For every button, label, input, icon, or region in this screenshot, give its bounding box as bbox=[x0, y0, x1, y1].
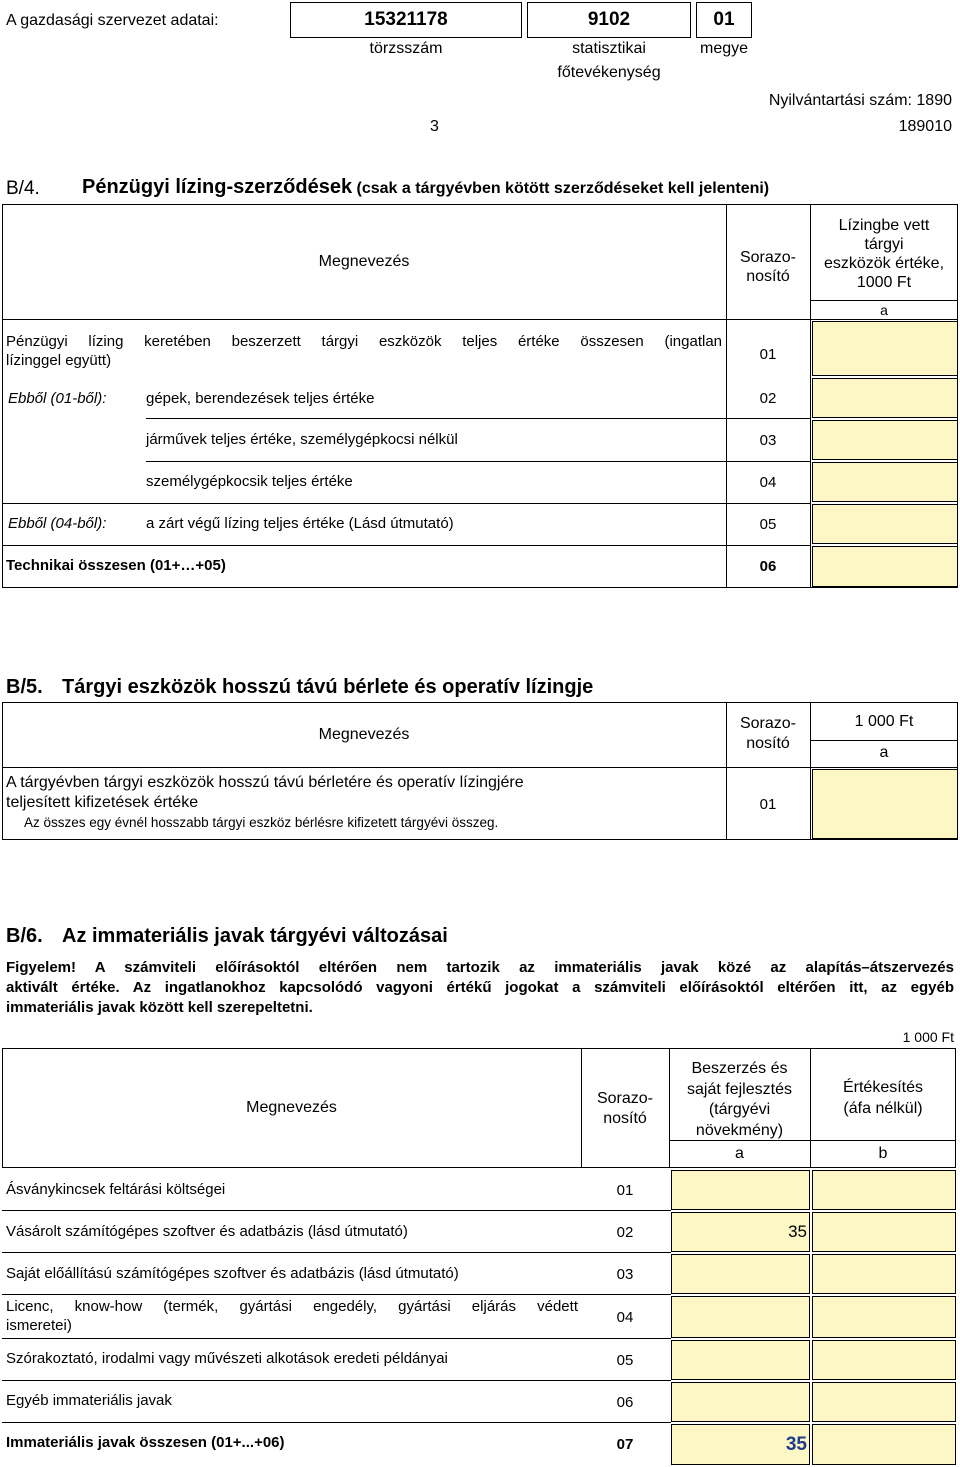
b6-row06-label: Egyéb immateriális javak bbox=[6, 1392, 172, 1409]
b6-col-sorazon-1: Sorazo- bbox=[596, 1090, 654, 1107]
megye-field[interactable]: 01 bbox=[696, 2, 752, 38]
b6-col-a-2: saját fejlesztés bbox=[687, 1080, 792, 1098]
b4-row03-value[interactable] bbox=[812, 420, 958, 460]
b6-unit: 1 000 Ft bbox=[902, 1029, 954, 1045]
b6-warning-line2: aktivált értéke. Az ingatlanokhoz kapcsolódó vagyoni értékű jogokat a számviteli előírásoktól eltérően itt, az egyéb bbox=[6, 979, 954, 996]
b6-row05-a[interactable] bbox=[671, 1340, 810, 1380]
b6-row02-label: Vásárolt számítógépes szoftver és adatbázis (lásd útmutató) bbox=[6, 1223, 408, 1240]
b4-row01-value[interactable] bbox=[812, 321, 958, 376]
b6-row07-b[interactable] bbox=[812, 1424, 956, 1465]
b6-row01-label: Ásványkincsek feltárási költségei bbox=[6, 1181, 226, 1198]
b4-row02-value[interactable] bbox=[812, 378, 958, 418]
b6-row04-label: Licenc, know-how (termék, gyártási engedély, gyártási eljárás védett bbox=[6, 1298, 578, 1315]
b6-row06-a[interactable] bbox=[671, 1382, 810, 1422]
b6-col-sorazon bbox=[581, 1089, 669, 1129]
b5-col-letter: a bbox=[879, 744, 889, 761]
b5-code: B/5. bbox=[6, 676, 43, 698]
b6-row03-code: 03 bbox=[616, 1265, 634, 1283]
b6-row07-label: Immateriális javak összesen (01+...+06) bbox=[6, 1434, 285, 1451]
b4-col-sorazon-2: nosító bbox=[746, 268, 790, 285]
torzsszam-field[interactable]: 15321178 bbox=[290, 2, 522, 38]
b4-code: B/4. bbox=[6, 178, 40, 199]
b5-row01-line2: teljesített kifizetések értéke bbox=[6, 794, 199, 811]
b4-row05-label: a zárt végű lízing teljes értéke (Lásd útmutató) bbox=[146, 515, 454, 532]
b4-col-value-4: 1000 Ft bbox=[856, 274, 912, 291]
b6-letter-b: b bbox=[878, 1145, 888, 1162]
b5-title: Tárgyi eszközök hosszú távú bérlete és operatív lízingje bbox=[62, 676, 594, 698]
b4-row05-code: 05 bbox=[759, 515, 777, 533]
b4-row04-code: 04 bbox=[759, 473, 777, 491]
b6-col-megnevezes: Megnevezés bbox=[246, 1099, 337, 1116]
b6-row03-b[interactable] bbox=[812, 1254, 956, 1294]
b4-row03-code: 03 bbox=[759, 431, 777, 449]
b6-row02-b[interactable] bbox=[812, 1212, 956, 1252]
b6-col-b bbox=[810, 1078, 956, 1119]
statisztikai-label-2: főtevékenység bbox=[557, 64, 661, 81]
b4-ebbol-2: Ebből (04-ből): bbox=[8, 515, 107, 532]
b6-row01-a[interactable] bbox=[671, 1170, 810, 1210]
b6-row01-code: 01 bbox=[616, 1181, 634, 1199]
b6-row05-label: Szórakoztató, irodalmi vagy művészeti alkotások eredeti példányai bbox=[6, 1350, 448, 1367]
b6-row05-b[interactable] bbox=[812, 1340, 956, 1380]
b5-row01-note: Az összes egy évnél hosszabb tárgyi eszköz bérlésre kifizetett tárgyévi összeg. bbox=[24, 815, 499, 830]
b4-row06-value[interactable] bbox=[812, 546, 958, 587]
form-code: 189010 bbox=[898, 118, 952, 135]
b4-row01-line1: Pénzügyi lízing keretében beszerzett tárgyi eszközök teljes értéke összesen (ingatlan bbox=[6, 333, 722, 350]
b4-title-note: (csak a tárgyévben kötött szerződéseket kell jelenteni) bbox=[356, 180, 770, 197]
b4-row06-code: 06 bbox=[759, 558, 777, 575]
b6-row06-b[interactable] bbox=[812, 1382, 956, 1422]
b4-ebbol-1: Ebből (01-ből): bbox=[8, 390, 107, 407]
b4-row01-code: 01 bbox=[759, 345, 777, 363]
b4-col-megnevezes: Megnevezés bbox=[318, 252, 410, 270]
b4-col-letter: a bbox=[880, 302, 888, 318]
b5-col-sorazon bbox=[726, 714, 810, 754]
nyilvantartasi-szam: Nyilvántartási szám: 1890 bbox=[768, 92, 952, 109]
b4-col-sorazon bbox=[726, 248, 810, 286]
b6-row03-label: Saját előállítású számítógépes szoftver és adatbázis (lásd útmutató) bbox=[6, 1265, 459, 1282]
b4-row04-value[interactable] bbox=[812, 462, 958, 502]
b6-col-b-1: Értékesítés bbox=[842, 1079, 924, 1096]
b6-row04-code: 04 bbox=[616, 1308, 634, 1326]
b5-row01-code: 01 bbox=[759, 795, 777, 813]
b4-col-value-3: eszközök értéke, bbox=[823, 255, 945, 272]
b6-col-sorazon-2: nosító bbox=[603, 1110, 647, 1127]
b6-col-a-3: (tárgyévi bbox=[708, 1101, 771, 1118]
b6-col-b-2: (áfa nélkül) bbox=[843, 1099, 923, 1117]
b5-col-sorazon-2: nosító bbox=[746, 735, 790, 752]
b5-row01-line1: A tárgyévben tárgyi eszközök hosszú távú bérletére és operatív lízingjére bbox=[6, 774, 524, 791]
b6-row05-code: 05 bbox=[616, 1351, 634, 1369]
b4-row06-label: Technikai összesen (01+…+05) bbox=[6, 557, 226, 574]
b4-row01-line2: lízinggel együtt) bbox=[6, 352, 112, 369]
b6-col-a-4: növekmény) bbox=[695, 1121, 784, 1139]
b4-title bbox=[82, 176, 769, 199]
page-number: 3 bbox=[430, 118, 439, 135]
b6-col-a-1: Beszerzés és bbox=[691, 1060, 788, 1077]
b4-row02-code: 02 bbox=[759, 389, 777, 407]
b4-row05-value[interactable] bbox=[812, 504, 958, 544]
b6-warning-label: Figyelem! bbox=[6, 959, 77, 976]
statisztikai-label-1: statisztikai bbox=[572, 40, 646, 57]
b6-warning-line3: immateriális javak között kell szerepeltetni. bbox=[6, 999, 313, 1016]
b6-row02-code: 02 bbox=[616, 1223, 634, 1241]
b6-col-a bbox=[669, 1059, 810, 1141]
b4-col-value bbox=[810, 216, 958, 292]
b6-warning-line1 bbox=[6, 959, 954, 976]
b5-col-megnevezes: Megnevezés bbox=[318, 725, 410, 743]
b4-col-value-2: tárgyi bbox=[864, 236, 904, 253]
b6-row07-a[interactable]: 35 bbox=[671, 1424, 810, 1465]
b6-warning-text1: A számviteli előírásoktól eltérően nem tartozik az immateriális javak közé az alapítás–átszervezés bbox=[94, 959, 954, 976]
b5-col-unit: 1 000 Ft bbox=[854, 713, 914, 730]
b4-col-value-1: Lízingbe vett bbox=[838, 217, 930, 234]
b6-row04-b[interactable] bbox=[812, 1296, 956, 1338]
b6-row01-b[interactable] bbox=[812, 1170, 956, 1210]
b6-code: B/6. bbox=[6, 925, 43, 947]
statisztikai-field[interactable]: 9102 bbox=[527, 2, 691, 38]
megye-label: megye bbox=[699, 40, 749, 57]
b4-title-main: Pénzügyi lízing-szerződések bbox=[82, 176, 353, 198]
b5-row01-value[interactable] bbox=[812, 769, 958, 839]
b6-row03-a[interactable] bbox=[671, 1254, 810, 1294]
b5-col-sorazon-1: Sorazo- bbox=[739, 715, 797, 732]
org-label: A gazdasági szervezet adatai: bbox=[6, 12, 219, 29]
b6-letter-a: a bbox=[735, 1145, 744, 1162]
b6-row02-a[interactable]: 35 bbox=[671, 1212, 810, 1252]
b6-row04-label2: ismeretei) bbox=[6, 1317, 72, 1334]
b4-row03-label: járművek teljes értéke, személygépkocsi nélkül bbox=[146, 431, 458, 448]
torzsszam-label: törzsszám bbox=[369, 40, 443, 57]
b6-row04-a[interactable] bbox=[671, 1296, 810, 1338]
b6-title: Az immateriális javak tárgyévi változásai bbox=[62, 925, 448, 947]
b4-row02-label: gépek, berendezések teljes értéke bbox=[146, 390, 375, 407]
b4-col-sorazon-1: Sorazo- bbox=[739, 249, 797, 266]
b4-row04-label: személygépkocsik teljes értéke bbox=[146, 473, 353, 490]
b6-row06-code: 06 bbox=[616, 1393, 634, 1411]
b6-row07-code: 07 bbox=[616, 1435, 634, 1453]
